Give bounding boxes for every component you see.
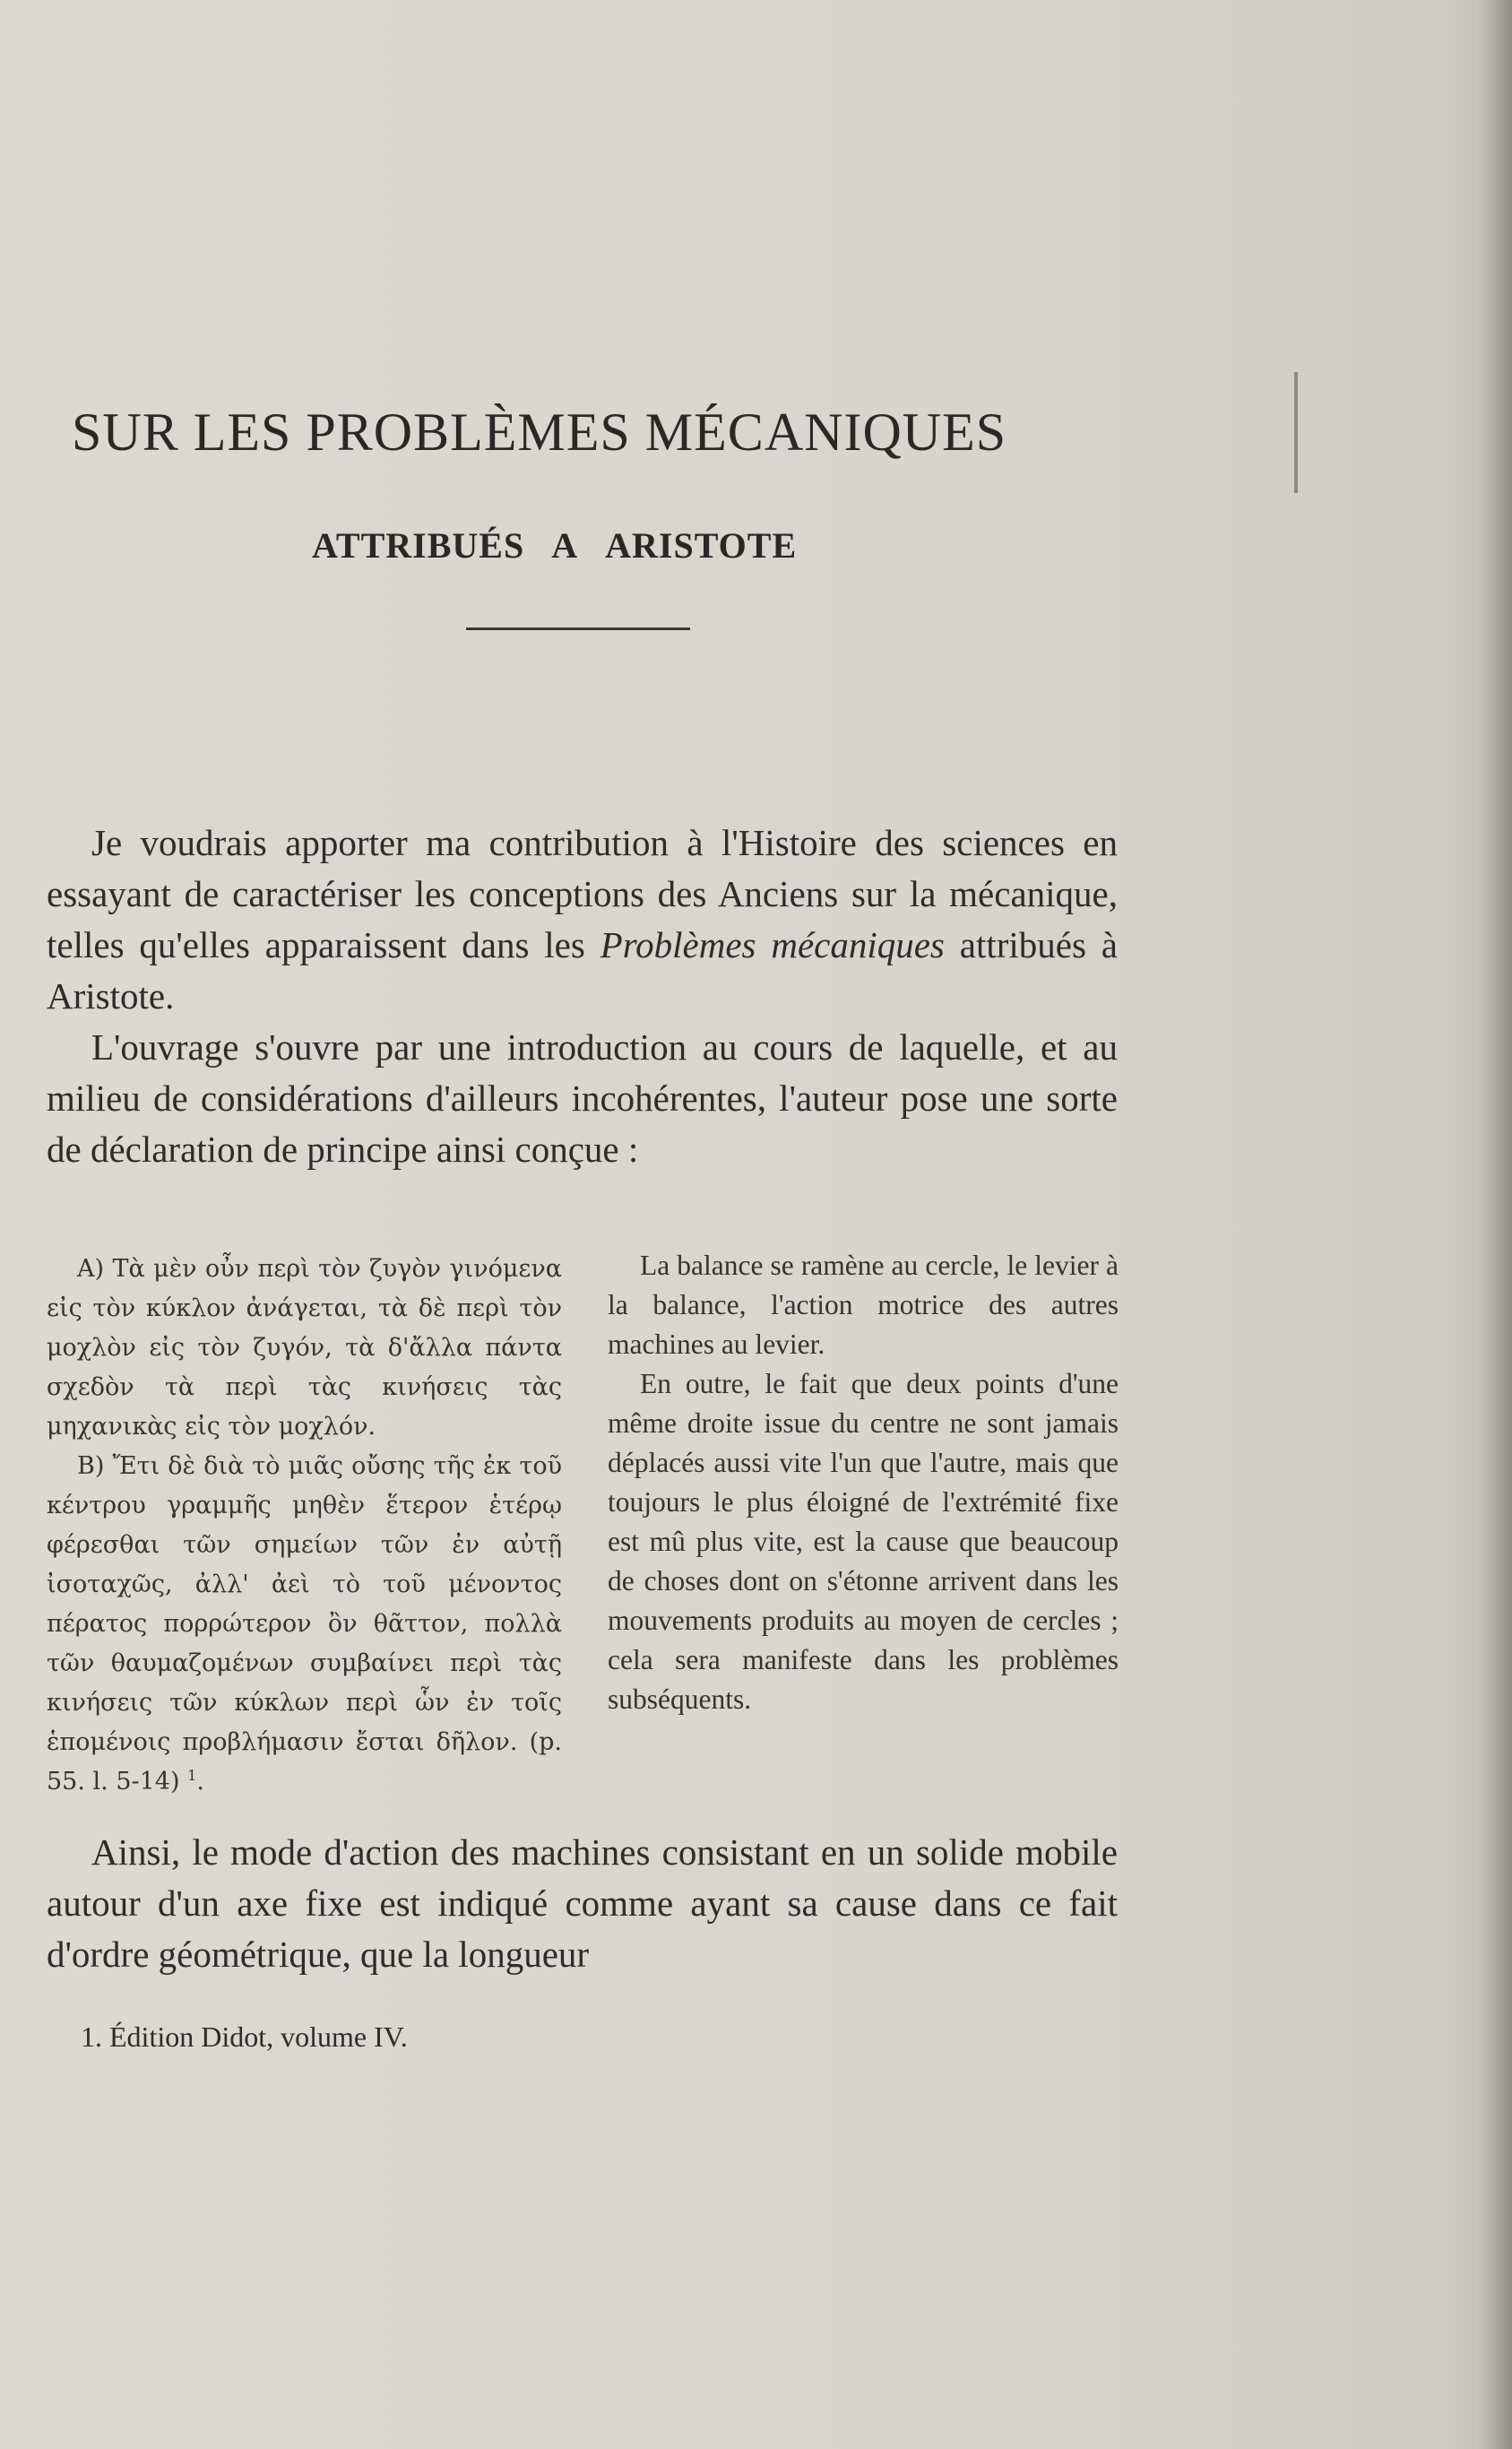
footnote: 1. Édition Didot, volume IV. bbox=[81, 2021, 408, 2053]
greek-paragraph-b-end: . bbox=[196, 1768, 205, 1796]
paragraph-2: L'ouvrage s'ouvre par une introduction au cours de laquelle, et au milieu de considérations d'ailleurs incohérentes, l'auteur pose une sorte de déclaration de principe ainsi conçue : bbox=[47, 1026, 1118, 1170]
greek-paragraph-b-text: B) Ἔτι δὲ διὰ τὸ μιᾶς οὔσης τῆς ἐκ τοῦ κέντρου γραμμῆς μηθὲν ἕτερον ἑτέρῳ φέρεσθαι τῶν σημείων τῶν ἐν αὐτῇ ἰσοταχῶς, ἀλλ' ἀεὶ τὸ τοῦ μένοντος πέρατος πορρώτερον ὂν θᾶττον, πολλὰ τῶν θαυμαζομένων συμβαίνει περὶ τὰς κινήσεις τῶν κύκλων περὶ ὧν ἐν τοῖς ἑπομένοις προβλήμασιν ἔσται δῆλον. (p. 55. l. 5-14) bbox=[47, 1452, 562, 1796]
greek-paragraph-a: A) Τὰ μὲν οὖν περὶ τὸν ζυγὸν γινόμενα εἰς τὸν κύκλον ἀνάγεται, τὰ δὲ περὶ τὸν μοχλὸν εἰς τὸν ζυγόν, τὰ δ'ἄλλα πάντα σχεδὸν τὰ περὶ τὰς κινήσεις τὰς μηχανικὰς εἰς τὸν μοχλόν. bbox=[47, 1255, 562, 1441]
paragraph-3: Ainsi, le mode d'action des machines consistant en un solide mobile autour d'un axe fixe est indiqué comme ayant sa cause dans ce fait d'ordre géométrique, que la longueur bbox=[47, 1831, 1118, 1975]
paragraph-1-text: Je voudrais apporter ma contribution à l'Histoire des sciences en essayant de caractériser les conceptions des Anciens sur la mécanique, telles qu'elles apparaissent dans les bbox=[47, 822, 1118, 965]
paragraph-1-italic: Problèmes mécaniques bbox=[600, 924, 945, 965]
intro-text bbox=[47, 818, 1118, 1175]
translation-paragraph-1: La balance se ramène au cercle, le levier à la balance, l'action motrice des autres machines au levier. bbox=[608, 1250, 1119, 1360]
paragraph-1-end: attribués à Aristote. bbox=[47, 924, 1118, 1017]
margin-mark bbox=[1294, 372, 1298, 493]
greek-paragraph-b bbox=[47, 1447, 562, 1802]
title-rule bbox=[466, 627, 690, 630]
subtitle-part-2: A bbox=[551, 525, 579, 566]
french-translation bbox=[608, 1246, 1119, 1719]
subtitle-part-3: ARISTOTE bbox=[605, 525, 798, 566]
subtitle-part-1: ATTRIBUÉS bbox=[312, 525, 525, 566]
translation-paragraph-2: En outre, le fait que deux points d'une même droite issue du centre ne sont jamais déplacés aussi vite l'un que l'autre, mais que toujours le plus éloigné de l'extrémité fixe est mû plus vite, est la cause que beaucoup de choses dont on s'étonne arrivent dans les mouvements produits au moyen de cercles ; cela sera manifeste dans les problèmes subséquents. bbox=[608, 1368, 1119, 1715]
page-subtitle bbox=[312, 524, 797, 567]
footnote-ref: 1 bbox=[187, 1767, 197, 1784]
page-title: SUR LES PROBLÈMES MÉCANIQUES bbox=[72, 402, 1007, 462]
continuation-text bbox=[47, 1827, 1118, 1980]
greek-quotation bbox=[47, 1250, 562, 1802]
paragraph-1 bbox=[47, 818, 1118, 1022]
page-edge-shadow bbox=[1476, 0, 1512, 2449]
